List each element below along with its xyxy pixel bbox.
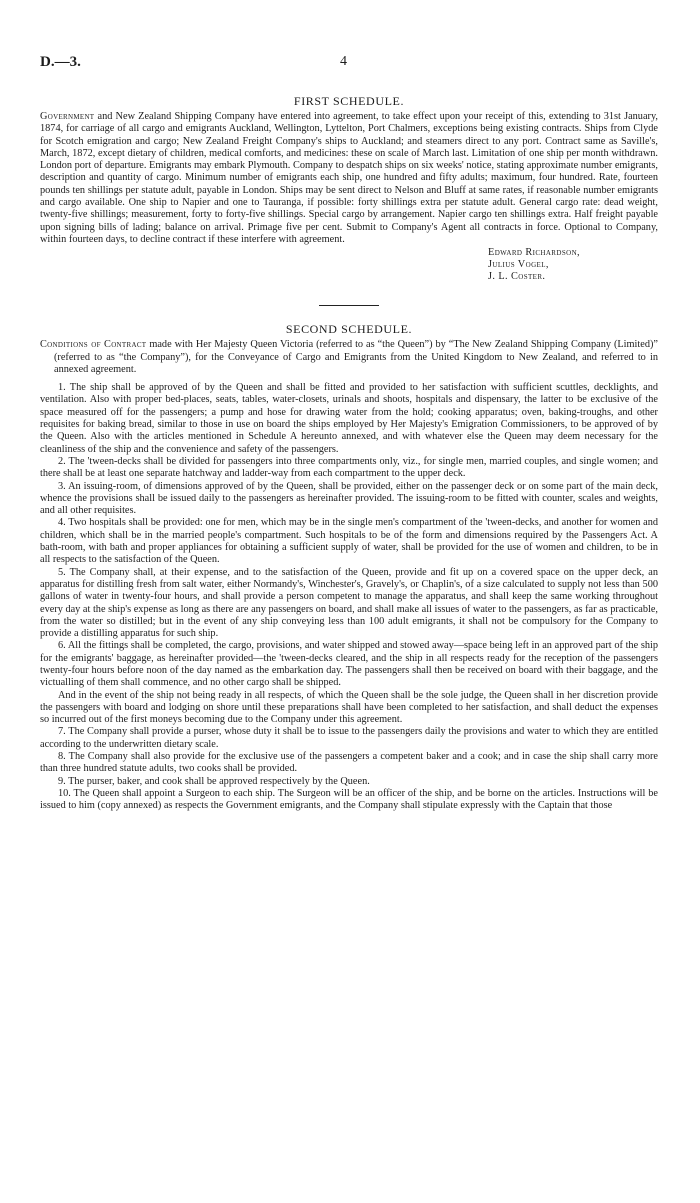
clause-6-continuation: And in the event of the ship not being ready in all respects, of which the Queen shall be the sole judge, the Queen shall in her discretion provide the passengers with board and lodging on shore until these preparations shall have been completed to her satisfaction, and shall deduct the expenses so incurred out of the first moneys becoming due to the Company under this agreement. [40, 689, 658, 726]
document-reference: D.—3. [40, 54, 81, 70]
first-schedule-body [40, 111, 658, 246]
signatory-1: Edward Richardson, [488, 247, 581, 259]
first-schedule-text: and New Zealand Shipping Company have entered into agreement, to take effect upon your receipt of this, extending to 31st January, 1874, for carriage of all cargo and emigrants Auckland, Wellington, Lyttelton, Port Chalmers, exceptions being existing contracts. Ships from Clyde for Scotch emigration and cargo; New Zealand Freight Company's ships to Auckland; and steamers direct to any port. Contract same as Saville's, March, 1872, except dietary of children, medical comforts, and medicines: these on scale of March last. Limitation of one ship per month withdrawn. London port of departure. Emigrants may embark Plymouth. Company to despatch ships on six weeks' notice, stating approximate number emigrants, description and quantity of cargo. Minimum number of emigrants each ship, one hundred and fifty adults; maximum, four hundred. Rate, fourteen pounds ten shillings per statute adult, payable in London. Ships may be sent direct to Nelson and Bluff at same rates, if reasonable number emigrants and cargo available. One ship to Napier and one to Tauranga, if possible: forty shillings extra per statute adult. General cargo rate: dead weight, twenty-five shillings; measurement, forty to forty-five shillings. Special cargo by arrangement. Napier cargo ten shillings extra. Half freight payable upon signing bills of lading; balance on arrival. Primage five per cent. Submit to Company's Agent all contracts in force. Optional to Company, within fourteen days, to decline contract if these interfere with agreement. [40, 111, 658, 245]
second-schedule-intro-text: made with Her Majesty Queen Victoria (referred to as “the Queen”) by “The New Zealand Shipping Company (Limited)” (referred to as “the Company”), for the Conveyance of Cargo and Emigrants from the United Kingdom to New Zealand, and referred to in annexed agreement. [54, 339, 658, 375]
clause-4: 4. Two hospitals shall be provided: one for men, which may be in the single men's compartment of the 'tween-decks, and another for women and children, which shall be in the married people's compartment. Such hospitals to be of the form and dimensions required by the Passengers Act. A bath-room, with bath and proper appliances for obtaining a sufficient supply of water, shall be provided for the use of women and children, to be in all respects to the satisfaction of the Queen. [40, 517, 658, 566]
second-schedule-intro [40, 339, 658, 376]
clause-7: 7. The Company shall provide a purser, whose duty it shall be to issue to the passengers daily the provisions and water to which they are entitled according to the underwritten dietary scale. [40, 726, 658, 750]
clause-5: 5. The Company shall, at their expense, and to the satisfaction of the Queen, provide and fit up on a covered space on the upper deck, an apparatus for distilling fresh from salt water, either Normandy's, Winchester's, Gravely's, or Chaplin's, of a size calculated to supply not less than 500 gallons of water in twenty-four hours, and shall provide a person competent to manage the apparatus, and shall keep the same working throughout every day at the ship's expense as long as there are any passengers on board, and shall make all issues of water to the passengers, as far as practicable, from the water so distilled; but in the event of any ship conveying less than 100 adult emigrants, it shall not be compulsory for the Company to provide a distilling apparatus for such ship. [40, 566, 658, 640]
clause-6: 6. All the fittings shall be completed, the cargo, provisions, and water shipped and stowed away—space being left in an approved part of the ship for the emigrants' baggage, as hereinafter provided—the 'tween-decks cleared, and the ship in all respects ready for the reception of the passengers twenty-four hours before noon of the day named as the embarkation day. The passengers shall then be received on board with their baggage, and the victualling of them shall commence, and no other cargo shall be shipped. [40, 640, 658, 689]
clause-2: 2. The 'tween-decks shall be divided for passengers into three compartments only, viz., for single men, married couples, and single women; and there shall be at least one separate hatchway and ladder-way from each compartment to the upper deck. [40, 455, 658, 480]
first-schedule-title: FIRST SCHEDULE. [293, 94, 405, 108]
signatory-3: J. L. Coster. [488, 271, 546, 283]
clause-1: 1. The ship shall be approved of by the Queen and shall be fitted and provided to her satisfaction with sufficient scuttles, decklights, and ventilation. Also with proper bed-places, seats, tables, water-closets, urinals and shoots, hospitals and dispensary, the latter to be exclusive of the space measured off for the passengers; a pump and hose for drawing water from the hold; cooking apparatus; oven, baking-troughs, and other requisites for baking bread, similar to those in use on board the ships employed by Her Majesty's Emigration Commissioners, to be approved of by the Queen. Also with the articles mentioned in Schedule A hereunto annexed, and with whatever else the Queen may deem necessary for the cleanliness of the ship and the convenience and safety of the passengers. [40, 382, 658, 455]
clause-10: 10. The Queen shall appoint a Surgeon to each ship. The Surgeon will be an officer of the ship, and be borne on the articles. Instructions will be issued to him (copy annexed) as respects the Government emigrants, and the Company shall stipulate expressly with the Captain that those [40, 787, 658, 812]
signatory-2: Julius Vogel, [488, 259, 549, 271]
first-schedule-lead: Government [40, 111, 95, 122]
section-divider [319, 305, 379, 306]
page-number: 4 [340, 54, 347, 69]
clause-3: 3. An issuing-room, of dimensions approved of by the Queen, shall be provided, either on the passenger deck or on some part of the main deck, whence the provisions shall be issued daily to the passengers as hereinafter provided. The issuing-room to be fitted with counter, scales and weights, and all other requisites. [40, 480, 658, 517]
clause-list [40, 382, 658, 812]
second-schedule-lead: Conditions of Contract [40, 339, 147, 351]
signature-block [488, 247, 658, 283]
second-schedule-title: SECOND SCHEDULE. [285, 322, 413, 337]
clause-8: 8. The Company shall also provide for the exclusive use of the passengers a competent baker and a cook; and in case the ship shall carry more than three hundred statute adults, two cooks shall be provided. [40, 751, 658, 775]
clause-9: 9. The purser, baker, and cook shall be approved respectively by the Queen. [58, 775, 370, 787]
